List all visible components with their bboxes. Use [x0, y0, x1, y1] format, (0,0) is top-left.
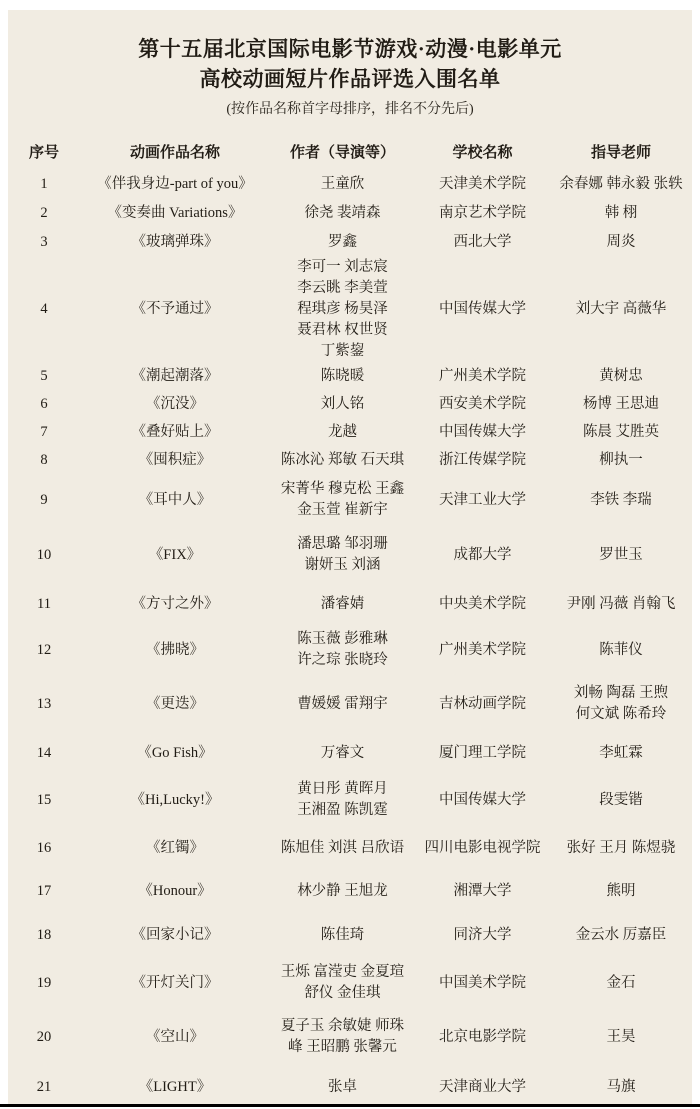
- cell-no: 15: [36, 791, 52, 808]
- cell-instructors: [550, 957, 692, 1009]
- cell-line: 尹刚 冯薇 肖翰飞: [566, 595, 676, 612]
- cell-line: 李虹霖: [599, 744, 643, 761]
- cell-school: [415, 676, 550, 732]
- cell-no: 13: [36, 695, 52, 712]
- cell-line: 熊明: [606, 883, 636, 899]
- cell-line: 广州美术学院: [439, 367, 526, 384]
- cell-school: [415, 913, 550, 957]
- cell-title: 《叠好贴上》: [131, 423, 219, 440]
- cell-line: 李可一 刘志宸: [297, 259, 388, 275]
- cell-no: 14: [36, 744, 52, 761]
- cell-school: [415, 624, 550, 676]
- table-row: [8, 257, 692, 362]
- cell-no: 12: [36, 641, 52, 658]
- cell-school: [415, 826, 550, 870]
- cell-authors: [270, 1009, 415, 1065]
- cell-title: 《方寸之外》: [131, 595, 219, 612]
- cell-authors: [270, 199, 415, 228]
- cell-title: 《FIX》: [148, 546, 202, 563]
- cell-instructors: [550, 774, 692, 826]
- cell-authors: [270, 390, 415, 418]
- cell-title: 《Go Fish》: [137, 744, 213, 761]
- cell-instructors: [550, 418, 692, 446]
- cell-instructors: [550, 870, 692, 913]
- cell-authors: [270, 362, 415, 390]
- document-panel: [8, 10, 692, 1104]
- cell-line: 王湘盈 陈凯霆: [297, 802, 388, 818]
- cell-line: 湘潭大学: [453, 883, 512, 899]
- cell-no: 3: [40, 234, 48, 250]
- cell-authors: [270, 170, 415, 199]
- cell-line: 张好 王月 陈煜骁: [566, 839, 676, 856]
- cell-title: 《沉没》: [146, 395, 204, 412]
- table-row: [8, 362, 692, 390]
- cell-school: [415, 1065, 550, 1109]
- cell-line: 马旗: [606, 1078, 636, 1095]
- page-title-line2: 高校动画短片作品评选入围名单: [199, 67, 501, 91]
- cell-instructors: [550, 676, 692, 732]
- cell-no: 7: [40, 423, 48, 440]
- cell-line: 李铁 李瑞: [590, 491, 652, 508]
- cell-no: 11: [37, 595, 51, 612]
- cell-line: 峰 王昭鹏 张馨元: [288, 1039, 397, 1055]
- cell-line: 四川电影电视学院: [424, 839, 541, 856]
- cell-line: 林少静 王旭龙: [297, 883, 388, 899]
- cell-authors: [270, 913, 415, 957]
- cell-title: 《不予通过》: [131, 301, 219, 317]
- header-instructors: 指导老师: [590, 144, 651, 161]
- table-row: [8, 474, 692, 526]
- cell-line: 丁紫鋆: [320, 343, 365, 359]
- table-row: [8, 526, 692, 584]
- bottom-divider: [0, 1104, 700, 1107]
- cell-no: 20: [36, 1028, 52, 1045]
- cell-no: 21: [36, 1078, 52, 1095]
- cell-line: 夏子玉 余敏婕 师珠: [280, 1018, 405, 1034]
- cell-school: [415, 446, 550, 474]
- cell-authors: [270, 870, 415, 913]
- cell-line: 王童欣: [320, 176, 365, 192]
- cell-instructors: [550, 526, 692, 584]
- cell-instructors: [550, 390, 692, 418]
- cell-authors: [270, 957, 415, 1009]
- cell-line: 徐尧 裴靖森: [304, 205, 381, 221]
- cell-line: 罗世玉: [599, 546, 643, 563]
- cell-title: 《变奏曲 Variations》: [107, 205, 243, 221]
- cell-line: 陈晨 艾胜英: [582, 423, 660, 440]
- cell-line: 成都大学: [453, 546, 512, 563]
- cell-title: 《红镯》: [146, 839, 204, 856]
- cell-authors: [270, 474, 415, 526]
- cell-line: 聂君林 权世贤: [297, 322, 388, 338]
- cell-instructors: [550, 199, 692, 228]
- cell-line: 刘大宇 高薇华: [575, 301, 667, 317]
- cell-title: 《潮起潮落》: [131, 367, 219, 384]
- cell-title: 《Honour》: [138, 883, 212, 899]
- cell-school: [415, 257, 550, 362]
- table-row: [8, 446, 692, 474]
- cell-school: [415, 732, 550, 774]
- cell-line: 李云眺 李美萱: [297, 280, 388, 296]
- cell-line: 柳执一: [599, 451, 643, 468]
- cell-line: 刘畅 陶磊 王煦: [573, 685, 669, 701]
- cell-line: 厦门理工学院: [439, 744, 526, 761]
- cell-line: 中国传媒大学: [439, 423, 526, 440]
- cell-no: 17: [36, 883, 52, 899]
- cell-line: 天津商业大学: [439, 1078, 526, 1095]
- cell-title: 《开灯关门》: [131, 974, 219, 991]
- cell-line: 潘睿婧: [320, 595, 365, 612]
- cell-line: 潘思璐 邹羽珊: [297, 536, 388, 552]
- cell-line: 龙越: [328, 423, 357, 440]
- cell-line: 中央美术学院: [439, 595, 526, 612]
- cell-no: 8: [40, 451, 48, 468]
- cell-line: 黄日彤 黄晖月: [297, 781, 388, 797]
- cell-line: 刘人铭: [320, 395, 365, 412]
- cell-school: [415, 362, 550, 390]
- cell-line: 广州美术学院: [439, 641, 526, 658]
- table-row: [8, 1009, 692, 1065]
- cell-no: 10: [36, 546, 52, 563]
- cell-line: 陈旭佳 刘淇 吕欣语: [280, 839, 405, 856]
- cell-line: 许之琮 张晓玲: [297, 652, 388, 668]
- cell-authors: [270, 228, 415, 257]
- cell-authors: [270, 676, 415, 732]
- cell-school: [415, 390, 550, 418]
- cell-title: 《空山》: [146, 1028, 204, 1045]
- cell-school: [415, 584, 550, 624]
- cell-line: 天津工业大学: [439, 491, 526, 508]
- cell-authors: [270, 732, 415, 774]
- cell-instructors: [550, 584, 692, 624]
- cell-school: [415, 170, 550, 199]
- cell-authors: [270, 526, 415, 584]
- cell-title: 《LIGHT》: [138, 1078, 212, 1095]
- cell-line: 西安美术学院: [439, 395, 526, 412]
- cell-instructors: [550, 228, 692, 257]
- cell-line: 中国传媒大学: [439, 791, 526, 808]
- table-row: [8, 913, 692, 957]
- cell-no: 1: [40, 176, 48, 192]
- cell-title: 《拂晓》: [146, 641, 204, 658]
- cell-no: 16: [36, 839, 52, 856]
- cell-title: 《囤积症》: [138, 451, 212, 468]
- cell-line: 西北大学: [453, 234, 512, 250]
- cell-authors: [270, 446, 415, 474]
- cell-instructors: [550, 1009, 692, 1065]
- cell-line: 罗鑫: [328, 234, 357, 250]
- cell-line: 何文斌 陈希玲: [575, 706, 667, 722]
- cell-authors: [270, 584, 415, 624]
- cell-school: [415, 418, 550, 446]
- cell-instructors: [550, 170, 692, 199]
- cell-line: 王烁 富滢吏 金夏瑄: [280, 964, 405, 980]
- cell-title: 《耳中人》: [138, 491, 212, 508]
- table-row: [8, 870, 692, 913]
- cell-authors: [270, 418, 415, 446]
- cell-school: [415, 774, 550, 826]
- cell-no: 4: [40, 301, 48, 317]
- cell-instructors: [550, 362, 692, 390]
- shortlist-table: [8, 136, 692, 1109]
- cell-line: 同济大学: [453, 926, 512, 943]
- cell-instructors: [550, 257, 692, 362]
- cell-instructors: [550, 1065, 692, 1109]
- cell-title: 《回家小记》: [131, 926, 219, 943]
- cell-instructors: [550, 913, 692, 957]
- cell-line: 黄树忠: [599, 367, 643, 384]
- sort-note: (按作品名称首字母排序，排名不分先后): [226, 102, 474, 117]
- table-row: [8, 732, 692, 774]
- table-row: [8, 1065, 692, 1109]
- cell-title: 《更迭》: [146, 695, 204, 712]
- cell-line: 南京艺术学院: [439, 205, 526, 221]
- cell-line: 金玉萱 崔新宇: [297, 502, 388, 518]
- table-row: [8, 390, 692, 418]
- cell-line: 谢妍玉 刘涵: [304, 557, 381, 573]
- cell-school: [415, 228, 550, 257]
- header-school: 学校名称: [452, 144, 513, 161]
- cell-line: 陈晓暖: [320, 367, 365, 384]
- cell-line: 金石: [606, 974, 636, 991]
- header-no: 序号: [28, 144, 59, 161]
- cell-line: 中国传媒大学: [439, 301, 526, 317]
- table-row: [8, 228, 692, 257]
- table-row: [8, 676, 692, 732]
- table-row: [8, 418, 692, 446]
- cell-no: 18: [36, 926, 52, 943]
- cell-title: 《Hi,Lucky!》: [130, 791, 220, 808]
- cell-no: 5: [40, 367, 48, 384]
- cell-instructors: [550, 474, 692, 526]
- table-row: [8, 826, 692, 870]
- cell-no: 6: [40, 395, 48, 412]
- cell-line: 舒仪 金佳琪: [304, 985, 381, 1001]
- header-authors: 作者（导演等）: [289, 144, 395, 161]
- cell-instructors: [550, 732, 692, 774]
- cell-line: 曹媛媛 雷翔宇: [297, 695, 388, 712]
- cell-line: 宋菁华 穆克松 王鑫: [280, 481, 405, 497]
- cell-line: 吉林动画学院: [439, 695, 526, 712]
- cell-school: [415, 1009, 550, 1065]
- cell-line: 段雯锴: [599, 791, 643, 808]
- table-row: [8, 774, 692, 826]
- cell-line: 陈菲仪: [599, 641, 643, 658]
- cell-instructors: [550, 826, 692, 870]
- cell-line: 张卓: [328, 1078, 357, 1095]
- cell-line: 余春娜 韩永毅 张轶: [559, 176, 683, 192]
- cell-authors: [270, 624, 415, 676]
- cell-line: 程琪彦 杨昊泽: [297, 301, 388, 317]
- title-block: [8, 10, 692, 122]
- cell-line: 天津美术学院: [439, 176, 526, 192]
- cell-line: 北京电影学院: [439, 1028, 526, 1045]
- cell-authors: [270, 774, 415, 826]
- table-row: [8, 624, 692, 676]
- table-row: [8, 199, 692, 228]
- cell-school: [415, 474, 550, 526]
- cell-line: 陈佳琦: [320, 926, 365, 943]
- cell-authors: [270, 826, 415, 870]
- cell-line: 王昊: [606, 1028, 636, 1045]
- cell-line: 陈玉薇 彭雅琳: [297, 631, 388, 647]
- cell-line: 浙江传媒学院: [439, 451, 526, 468]
- cell-school: [415, 526, 550, 584]
- cell-line: 万睿文: [320, 744, 365, 761]
- cell-line: 韩 栩: [604, 205, 638, 221]
- cell-no: 9: [40, 491, 48, 508]
- table-row: [8, 957, 692, 1009]
- cell-line: 杨博 王思迪: [582, 395, 660, 412]
- cell-school: [415, 957, 550, 1009]
- header-title: 动画作品名称: [129, 144, 220, 161]
- table-row: [8, 170, 692, 199]
- cell-instructors: [550, 624, 692, 676]
- cell-school: [415, 199, 550, 228]
- cell-instructors: [550, 446, 692, 474]
- cell-line: 中国美术学院: [439, 974, 526, 991]
- cell-school: [415, 870, 550, 913]
- table-header-row: [8, 136, 692, 170]
- page-title-line1: 第十五届北京国际电影节游戏·动漫·电影单元: [138, 37, 562, 61]
- cell-line: 周炎: [606, 234, 636, 250]
- cell-line: 金云水 厉嘉臣: [575, 926, 667, 943]
- cell-authors: [270, 1065, 415, 1109]
- cell-authors: [270, 257, 415, 362]
- cell-title: 《伴我身边-part of you》: [97, 176, 253, 192]
- cell-title: 《玻璃弹珠》: [131, 234, 219, 250]
- table-row: [8, 584, 692, 624]
- cell-line: 陈冰沁 郑敏 石天琪: [280, 451, 405, 468]
- cell-no: 2: [40, 205, 48, 221]
- cell-no: 19: [36, 974, 52, 991]
